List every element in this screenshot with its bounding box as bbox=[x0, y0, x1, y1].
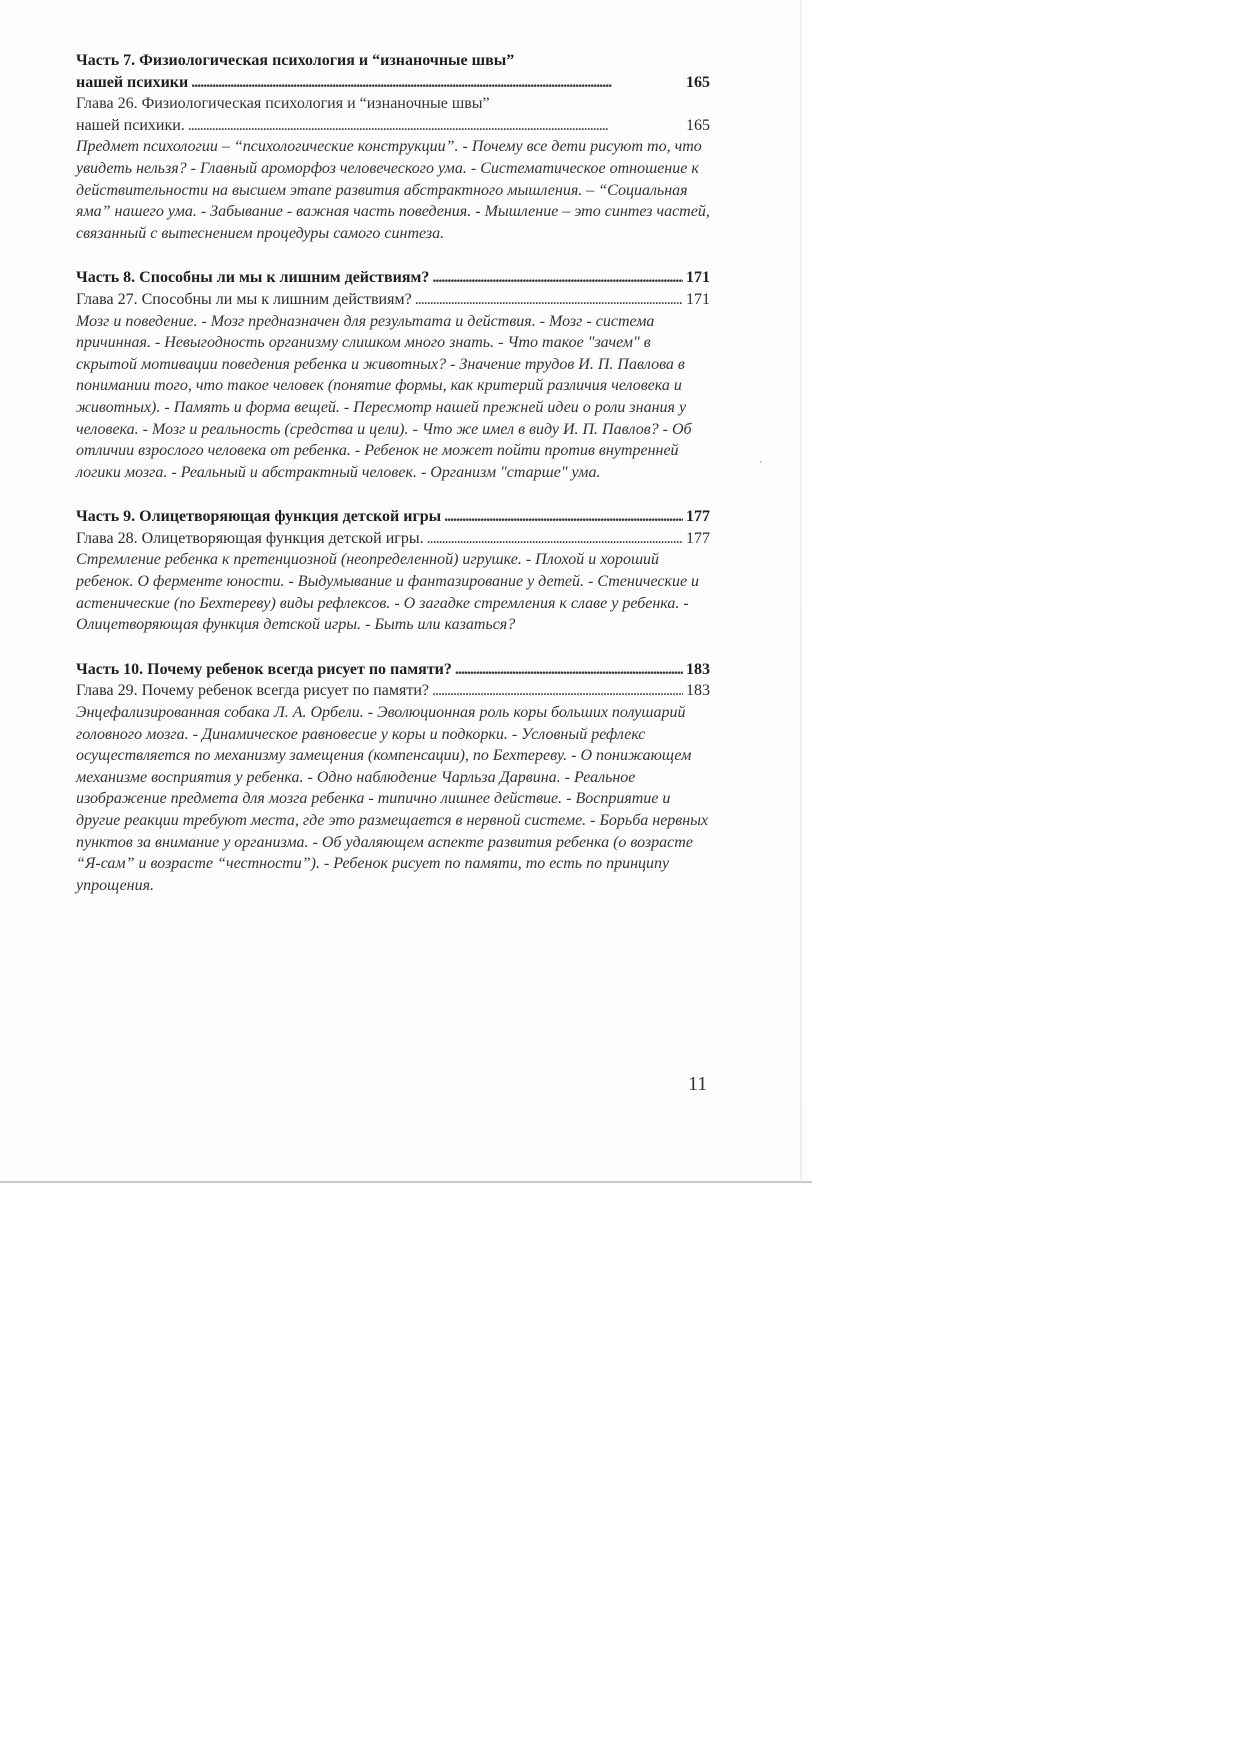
part-title: Часть 10. Почему ребенок всегда рисует по памяти? bbox=[76, 660, 452, 678]
chapter-title-line: Глава 26. Физиологическая психология и “изнаночные швы” bbox=[76, 95, 490, 113]
part-title-entry bbox=[76, 267, 710, 289]
part-title-entry bbox=[76, 659, 710, 681]
table-of-contents bbox=[76, 50, 710, 919]
page-number: 11 bbox=[688, 1073, 708, 1095]
scan-speck bbox=[760, 461, 762, 463]
leader-dots bbox=[432, 267, 683, 289]
chapter-title-entry bbox=[76, 528, 710, 550]
page-edge-right bbox=[800, 0, 802, 1180]
leader-dots bbox=[188, 115, 683, 137]
chapter-page-number: 171 bbox=[686, 290, 710, 308]
chapter-page-number: 165 bbox=[686, 116, 710, 134]
part-title: Часть 9. Олицетворяющая функция детской игры bbox=[76, 508, 442, 526]
part-page-number: 177 bbox=[686, 508, 710, 526]
leader-dots bbox=[432, 680, 683, 702]
toc-section-part-10 bbox=[76, 659, 710, 897]
toc-section-part-8 bbox=[76, 267, 710, 483]
chapter-title-entry bbox=[76, 115, 710, 137]
chapter-page-number: 183 bbox=[686, 682, 710, 700]
part-page-number: 183 bbox=[686, 660, 710, 678]
chapter-page-number: 177 bbox=[686, 529, 710, 547]
chapter-title-entry bbox=[76, 289, 710, 311]
part-title-continuation: нашей психики bbox=[76, 73, 189, 91]
chapter-description: Стремление ребенка к претенциозной (неопределенной) игрушке. - Плохой и хороший ребенок. О ферменте юности. - Выдумывание и фантазирование у детей. - Стенические и астенические (по Бехтереву) виды рефлексов. - О загадке стремления к славе у ребенка. - Олицетворяющая функция детской игры. - Быть или казаться? bbox=[76, 551, 700, 634]
part-title-entry bbox=[76, 72, 710, 94]
part-page-number: 165 bbox=[686, 73, 710, 91]
chapter-description: Предмет психологии – “психологические конструкции”. - Почему все дети рисуют то, что увидеть нельзя? - Главный ароморфоз человеческого ума. - Систематическое отношение к действительности на высшем этапе развития абстрактного мышления. – “Социальная яма” нашего ума. - Забывание - важная часть поведения. - Мышление – это синтез частей, связанный с вытеснением процедуры самого синтеза. bbox=[76, 138, 710, 242]
chapter-title: Глава 27. Способны ли мы к лишним действиям? bbox=[76, 290, 412, 308]
chapter-title-entry bbox=[76, 680, 710, 702]
chapter-title-continuation: нашей психики. bbox=[76, 116, 185, 134]
leader-dots bbox=[444, 506, 683, 528]
leader-dots bbox=[455, 659, 683, 681]
chapter-description: Мозг и поведение. - Мозг предназначен для результата и действия. - Мозг - система причинная. - Невыгодность организму слишком много знать. - Что такое "зачем" в скрытой мотивации поведения ребенка и животных? - Значение трудов И. П. Павлова в понимании того, что такое человек (понятие формы, как критерий различия человека и животных). - Память и форма вещей. - Пересмотр нашей прежней идеи о роли знания у человека. - Мозг и реальность (средства и цели). - Что же имел в виду И. П. Павлов? - Об отличии взрослого человека от ребенка. - Ребенок не может пойти против внутренней логики мозга. - Реальный и абстрактный человек. - Организм "старше" ума. bbox=[76, 312, 692, 481]
chapter-description: Энцефализированная собака Л. А. Орбели. - Эволюционная роль коры больших полушарий головного мозга. - Динамическое равновесие у коры и подкорки. - Условный рефлекс осуществляется по механизму замещения (компенсации), по Бехтереву. - О понижающем механизме восприятия у ребенка. - Одно наблюдение Чарльза Дарвина. - Реальное изображение предмета для мозга ребенка - типично лишнее действие. - Восприятие и другие реакции требуют места, где это размещается в нервной системе. - Борьба нервных пунктов за внимание у организма. - Об удаляющем аспекте развития ребенка (о возрасте “Я-сам” и возрасте “честности”). - Ребенок рисует по памяти, то есть по принципу упрощения. bbox=[76, 704, 709, 894]
leader-dots bbox=[191, 72, 683, 94]
leader-dots bbox=[427, 528, 683, 550]
page-edge-bottom bbox=[0, 1181, 812, 1183]
part-title-line: Часть 7. Физиологическая психология и “изнаночные швы” bbox=[76, 52, 515, 69]
chapter-title: Глава 29. Почему ребенок всегда рисует по памяти? bbox=[76, 682, 430, 700]
chapter-title: Глава 28. Олицетворяющая функция детской игры. bbox=[76, 529, 424, 547]
part-title-entry bbox=[76, 506, 710, 528]
part-page-number: 171 bbox=[686, 269, 710, 287]
toc-section-part-7 bbox=[76, 50, 710, 244]
toc-section-part-9 bbox=[76, 506, 710, 636]
part-title: Часть 8. Способны ли мы к лишним действиям? bbox=[76, 269, 430, 287]
leader-dots bbox=[415, 289, 683, 311]
